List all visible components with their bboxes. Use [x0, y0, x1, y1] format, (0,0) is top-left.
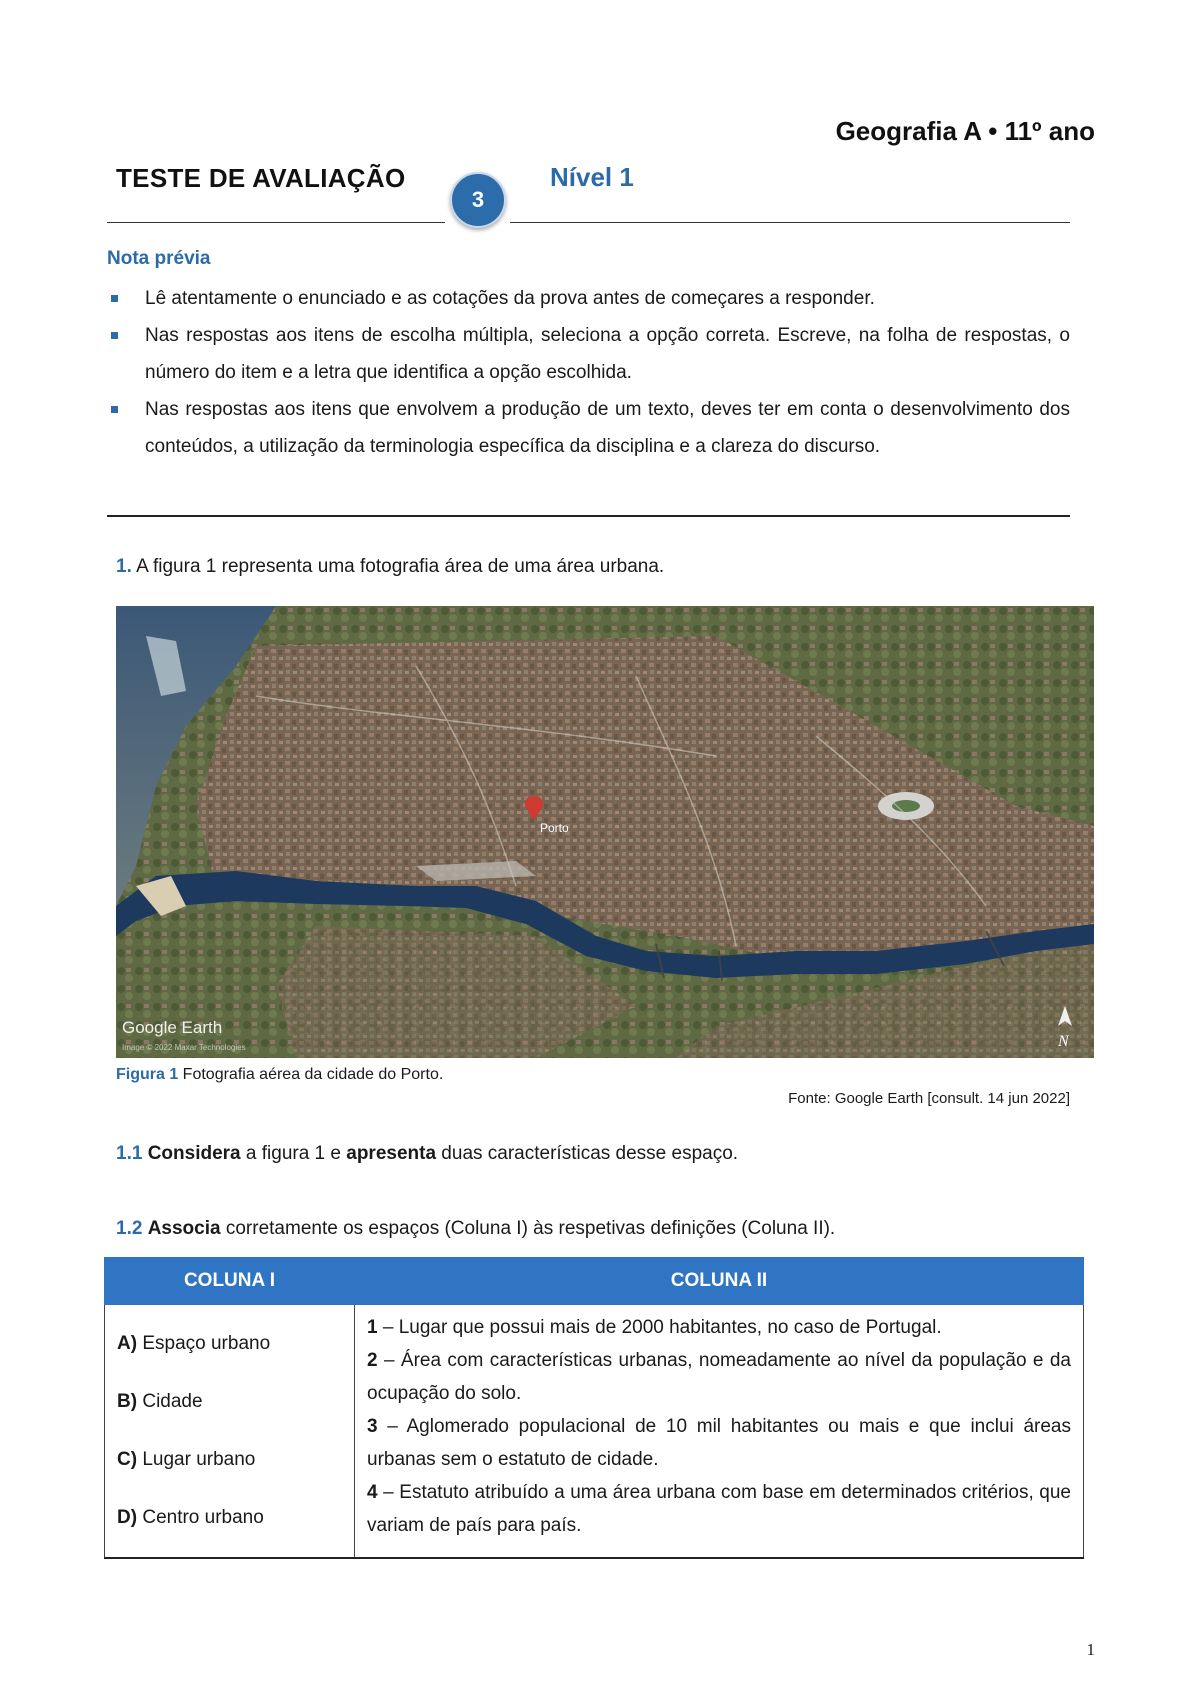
table-header-row [105, 1258, 1084, 1305]
list-item: A) Espaço urbano [117, 1333, 271, 1354]
column-header: COLUNA I [105, 1258, 355, 1305]
level-label: Nível 1 [550, 162, 634, 192]
note-item: Nas respostas aos itens que envolvem a produção de um texto, deves ter em conta o desenvolvimento dos conteúdos, a utilização da terminologia específica da disciplina e a clareza do discurso. [107, 391, 1070, 465]
column-1-cell [105, 1305, 355, 1559]
aerial-photo [116, 606, 1094, 1058]
question-1 [116, 556, 664, 578]
subject-title: Geografia A • 11º ano [835, 116, 1095, 146]
question-text: A figura 1 representa uma fotografia área de uma área urbana. [131, 556, 665, 577]
note-item: Nas respostas aos itens de escolha múltipla, seleciona a opção correta. Escreve, na folha de respostas, o número do item e a letra que identifica a opção escolhida. [107, 317, 1070, 391]
question-1-2: 1.2 Associa corretamente os espaços (Coluna I) às respetivas definições (Coluna II). [116, 1218, 836, 1239]
note-title: Nota prévia [107, 248, 211, 269]
question-number: 1. [116, 556, 132, 577]
figure-caption: Figura 1 Fotografia aérea da cidade do Porto. [116, 1066, 444, 1083]
test-title: TESTE DE AVALIAÇÃO [116, 163, 406, 193]
list-item: D) Centro urbano [117, 1507, 264, 1528]
map-label: Porto [540, 821, 569, 835]
square-bullet-icon [111, 295, 118, 302]
header-divider-left [107, 222, 445, 223]
column-2-cell [355, 1305, 1084, 1559]
square-bullet-icon [111, 332, 118, 339]
note-list [107, 280, 1070, 465]
north-label: N [1058, 1033, 1069, 1050]
figure-source: Fonte: Google Earth [consult. 14 jun 2022] [788, 1090, 1070, 1107]
note-item: Lê atentamente o enunciado e as cotações da prova antes de começares a responder. [107, 280, 1070, 317]
image-credit: Image © 2022 Maxar Technologies [122, 1043, 246, 1052]
table-row [105, 1305, 1084, 1559]
square-bullet-icon [111, 406, 118, 413]
list-item: 2 – Área com características urbanas, nomeadamente ao nível da população e da ocupação do solo. [367, 1350, 1071, 1404]
page-number: 1 [1086, 1640, 1095, 1659]
column-header: COLUNA II [355, 1258, 1084, 1305]
list-item: 4 – Estatuto atribuído a uma área urbana com base em determinados critérios, que variam de país para país. [367, 1482, 1071, 1536]
note-divider [107, 515, 1070, 517]
header-divider-right [510, 222, 1070, 223]
question-1-1: 1.1 Considera a figura 1 e apresenta duas características desse espaço. [116, 1143, 739, 1164]
list-item: B) Cidade [117, 1391, 203, 1412]
google-earth-logo: Google Earth [122, 1018, 223, 1037]
list-item: 3 – Aglomerado populacional de 10 mil habitantes ou mais e que inclui áreas urbanas sem o estatuto de cidade. [367, 1416, 1071, 1470]
list-item: C) Lugar urbano [117, 1449, 256, 1470]
list-item: 1 – Lugar que possui mais de 2000 habitantes, no caso de Portugal. [367, 1317, 942, 1338]
test-number-badge: 3 [450, 172, 506, 228]
association-table [104, 1257, 1084, 1559]
